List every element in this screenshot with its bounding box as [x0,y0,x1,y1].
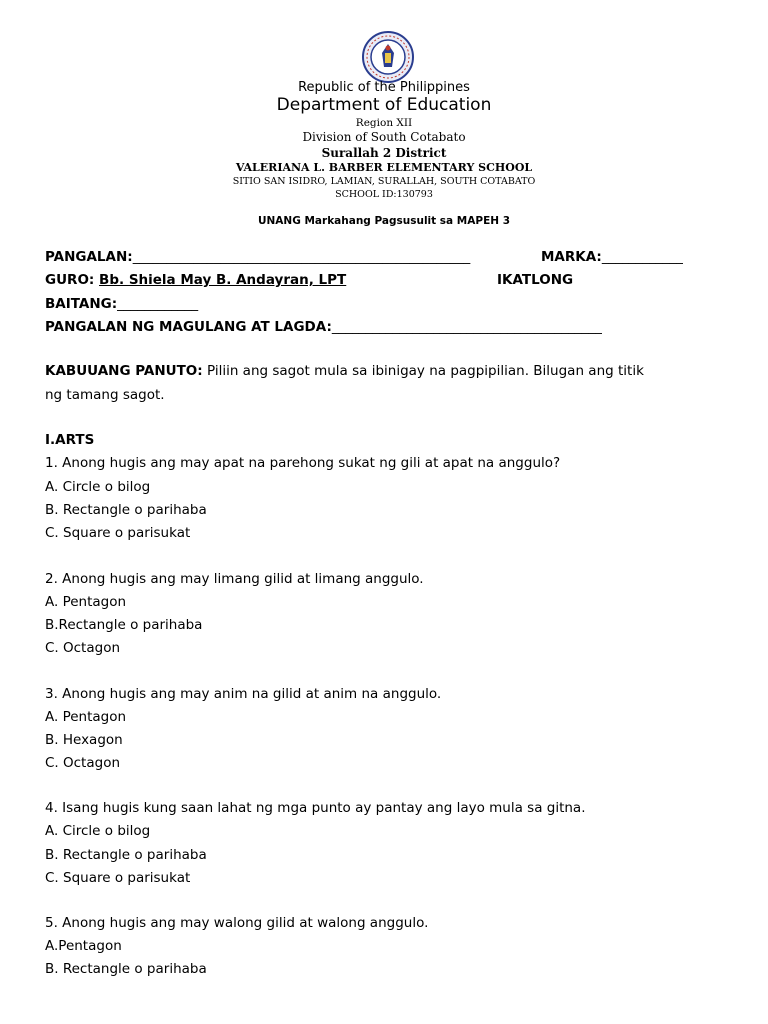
question-5: 5. Anong hugis ang may walong gilid at walong anggulo. [45,915,429,931]
q1-choice-b: B. Rectangle o parihaba [45,502,207,518]
deped-seal-icon [359,31,417,83]
marka-row [541,249,683,265]
school-address: SITIO SAN ISIDRO, LAMIAN, SURALLAH, SOUTH COTABATO [232,176,536,187]
instructions-label: KABUUANG PANUTO: [45,363,203,379]
question-1: 1. Anong hugis ang may apat na parehong sukat ng gili at apat na anggulo? [45,455,561,471]
section-heading: I.ARTS [45,432,95,448]
guro-row [45,272,346,288]
exam-title: UNANG Markahang Pagsusulit sa MAPEH 3 [257,215,510,227]
q3-choice-b: B. Hexagon [45,732,123,748]
q4-choice-b: B. Rectangle o parihaba [45,847,207,863]
q5-choice-a: A.Pentagon [45,938,122,954]
baitang-row [45,296,198,312]
q1-choice-c: C. Square o parisukat [45,525,191,541]
pangalan-row [45,249,470,265]
magulang-label: PANGALAN NG MAGULANG AT LAGDA: [45,319,332,335]
q3-choice-c: C. Octagon [45,755,121,771]
district-line: Surallah 2 District [321,146,447,160]
magulang-row [45,319,602,335]
q2-choice-c: C. Octagon [45,640,121,656]
ikatlong-label: IKATLONG [497,272,574,288]
region-line: Region XII [355,117,413,129]
baitang-blank: ____________ [117,296,199,312]
marka-blank: ____________ [601,249,683,265]
marka-label: MARKA: [541,249,602,265]
q1-choice-a: A. Circle o bilog [45,479,151,495]
magulang-blank: ________________________________________ [331,319,602,335]
guro-value: Bb. Shiela May B. Andayran, LPT [99,272,347,288]
instructions-text-2: ng tamang sagot. [45,387,165,403]
department-title: Department of Education [276,95,492,115]
division-line: Division of South Cotabato [302,130,466,144]
q4-choice-c: C. Square o parisukat [45,870,191,886]
q4-choice-a: A. Circle o bilog [45,823,151,839]
pangalan-label: PANGALAN: [45,249,133,265]
q5-choice-b: B. Rectangle o parihaba [45,961,207,977]
baitang-label: BAITANG: [45,296,118,312]
question-2: 2. Anong hugis ang may limang gilid at limang anggulo. [45,571,424,587]
pangalan-blank: __________________________________________________ [132,249,471,265]
guro-label: GURO: [45,272,95,288]
instructions [45,363,644,379]
republic-line: Republic of the Philippines [298,80,470,95]
question-4: 4. Isang hugis kung saan lahat ng mga punto ay pantay ang layo mula sa gitna. [45,800,586,816]
q2-choice-a: A. Pentagon [45,594,127,610]
school-name: VALERIANA L. BARBER ELEMENTARY SCHOOL [235,161,533,174]
school-id: SCHOOL ID:130793 [335,189,433,200]
q3-choice-a: A. Pentagon [45,709,127,725]
instructions-text-1: Piliin ang sagot mula sa ibinigay na pagpipilian. Bilugan ang titik [202,363,644,379]
question-3: 3. Anong hugis ang may anim na gilid at anim na anggulo. [45,686,442,702]
q2-choice-b: B.Rectangle o parihaba [45,617,203,633]
